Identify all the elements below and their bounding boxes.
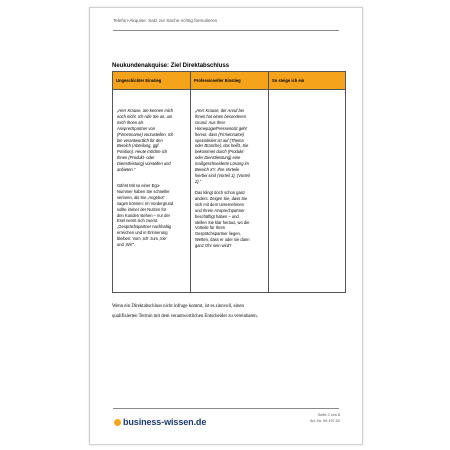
text-line: Vorteile für Ihren <box>195 225 226 231</box>
text-line: ganz Ohr sein wird? <box>195 243 232 249</box>
pro-opening-comment <box>195 190 250 249</box>
text-line: Gesprächspartner liegen. <box>195 231 241 237</box>
business-wissen-logo <box>114 417 206 427</box>
header-my-opening: So steige ich ein <box>269 72 346 90</box>
text-line: Position). Heute möchte ich <box>117 149 168 155</box>
text-line: Bereich XY. Ihre Vorteile <box>195 167 240 173</box>
table-header-row <box>113 72 346 90</box>
text-line: mich Ihnen als <box>117 119 144 125</box>
text-line: bleiben: Vom ‚Ich‘ zum ‚Sie‘ <box>117 236 167 242</box>
text-line: „Herr Krause, der Anruf bei <box>195 108 244 113</box>
text-line: Bereich (Abteilung, ggf. <box>117 143 160 149</box>
text-line: qualifizierten Termin mit dem verantwortlichen Entscheider zu vereinbaren. <box>112 314 258 319</box>
text-line: hierbei sind (Vorteil 1), (Vorteil <box>195 172 250 178</box>
logo-text: business-wissen.de <box>123 417 207 427</box>
text-line: 2).“ <box>195 178 202 184</box>
body-paragraph <box>112 302 342 322</box>
text-line: hervor, dass (Firmenname) <box>195 131 245 137</box>
text-line: und Ihrem Ansprechpartner <box>195 207 245 213</box>
text-line: spezialisiert ist auf (Thema <box>195 137 244 143</box>
text-line: (Firmenname) vorzustellen. Ich <box>117 131 174 137</box>
text-line: sollte immer der Nutzen für <box>117 206 167 212</box>
text-line: „Gesprächspartner nachhaltig <box>117 224 171 230</box>
pro-opening-example <box>195 108 250 185</box>
cell-my-opening[interactable] <box>269 90 346 293</box>
footer-info <box>310 413 340 424</box>
bad-opening-example <box>117 108 173 173</box>
text-line: Wenn ein Direktabschluss nicht infrage kommt, ist es sinnvoll, einen <box>112 304 244 309</box>
text-line: verloren, als Sie ‚Angebot‘ <box>117 194 165 200</box>
text-line: anders. Zeigen Sie, dass Sie <box>195 195 248 201</box>
text-line: sich mit dem Unternehmen <box>195 201 244 207</box>
page-header-title: Telefon-Akquise: Satz zur Sache richtig formulieren <box>113 18 218 23</box>
text-line: Nummer haben Sie schneller <box>117 188 170 194</box>
text-line: den Kunden stehen – nur der <box>117 212 171 218</box>
header-divider <box>113 30 339 31</box>
cell-bad-opening <box>113 90 191 293</box>
text-line: und ‚Wir‘“. <box>117 242 136 248</box>
text-line: Ansprechpartner von <box>117 125 156 131</box>
text-line: maßgeschneiderte Lösung im <box>195 161 249 167</box>
text-line: Esel nennt sich zuerst. <box>117 218 159 224</box>
table-row <box>113 90 346 293</box>
text-line: Gähnt Mit so einer Ego- <box>117 183 161 188</box>
footer-divider <box>113 408 339 409</box>
header-pro-opening: Professioneller Einstieg <box>191 72 269 90</box>
text-line: Das klingt doch schon ganz <box>195 190 246 195</box>
logo-dot-icon <box>114 419 121 426</box>
header-bad-opening: Ungeschickter Einstieg <box>113 72 191 90</box>
comparison-table <box>112 71 346 293</box>
text-line: Homepage/Pressenotiz geht <box>195 125 247 131</box>
text-line: bin verantwortlich für den <box>117 137 163 143</box>
section-title: Neukundenakquise: Ziel Direktabschluss <box>112 63 230 69</box>
text-line: Wetten, dass er oder sie dann <box>195 237 250 243</box>
text-line: erreichen und in Erinnerung <box>117 230 168 236</box>
cell-pro-opening <box>191 90 269 293</box>
text-line: bekommen durch (Produkt- <box>195 149 245 155</box>
bad-opening-comment <box>117 183 173 248</box>
text-line: Grund. Aus Ihrer <box>195 119 226 125</box>
text-line: Dienstleistung) vorstellen und <box>117 161 171 167</box>
text-line: oder Dienstleistung) eine <box>195 155 241 161</box>
text-line: sagen können: Im Vordergrund <box>117 200 174 206</box>
text-line: anbieten.“ <box>117 167 136 173</box>
page-number: Seite 2 von 8 <box>317 413 340 417</box>
text-line: stellen Sie klar heraus, wo die <box>195 219 250 225</box>
document-page <box>89 7 363 445</box>
text-line: noch nicht. Ich rufe Sie an, um <box>117 113 173 119</box>
text-line: beschäftigt haben – und <box>195 213 239 219</box>
article-number: Art.-Nr. 99.197.02 <box>310 418 340 423</box>
text-line: Ihnen (Produkt- oder <box>117 155 155 161</box>
text-line: „Herr Krause, Sie kennen mich <box>117 108 173 113</box>
text-line: Ihnen hat einen besonderen <box>195 113 246 119</box>
text-line: oder Branche), das heißt, Sie <box>195 143 249 149</box>
